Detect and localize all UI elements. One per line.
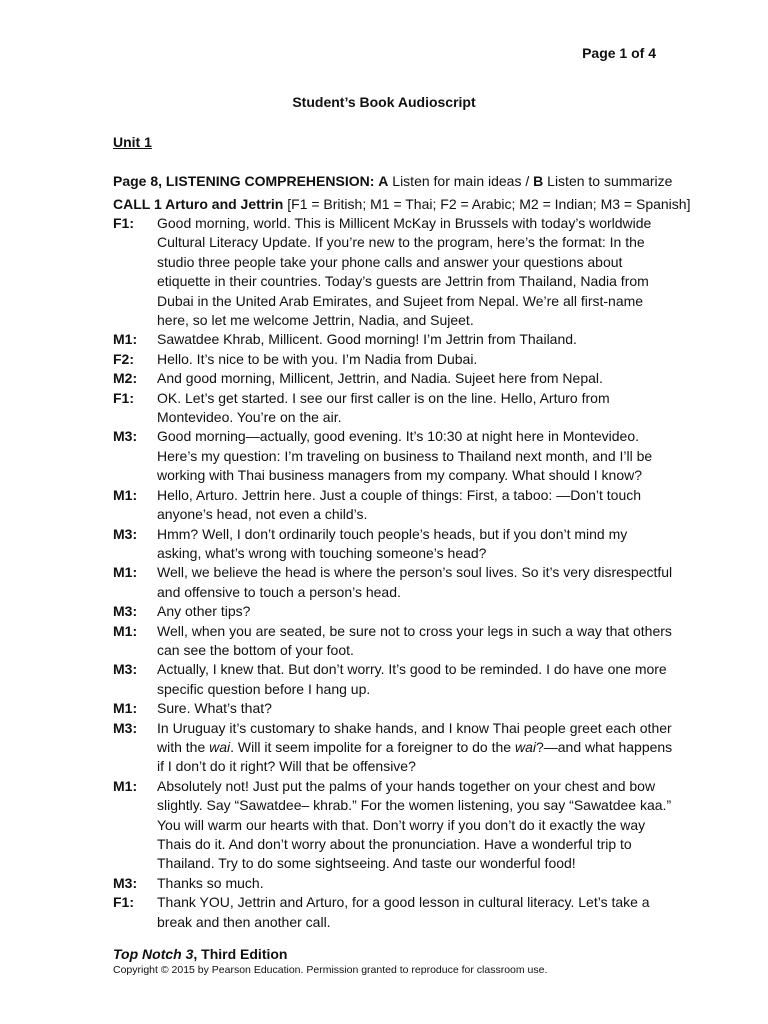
- line-text: Thanks so much.: [157, 874, 264, 891]
- speaker-label: M1:: [113, 564, 138, 581]
- speaker-line: [157, 330, 673, 349]
- speaker-label: M2:: [113, 370, 138, 387]
- line-text: Sawatdee Khrab, Millicent. Good morning! I’m Jettrin from Thailand.: [157, 331, 577, 348]
- speaker-label: M1:: [113, 622, 138, 639]
- dialogue: [113, 214, 673, 932]
- speaker-label: M3:: [113, 661, 138, 678]
- speaker-line: [157, 719, 673, 777]
- dialogue-turn: [113, 525, 673, 564]
- page-number: Page 1 of 4: [582, 45, 656, 61]
- section-b-text: Listen to summarize: [547, 173, 673, 189]
- line-text: ?—and what happens if I don’t do it right? Will that be offensive?: [157, 738, 673, 775]
- speaker-line: [157, 777, 673, 874]
- speaker-label: M3:: [113, 874, 138, 891]
- speaker-label: F1:: [113, 389, 134, 406]
- speaker-label: M3:: [113, 603, 138, 620]
- document-title: Student’s Book Audioscript: [292, 94, 476, 110]
- call-heading: [113, 196, 690, 212]
- dialogue-turn: [113, 350, 673, 369]
- line-text: Any other tips?: [157, 603, 251, 620]
- speaker-label: M3:: [113, 428, 138, 445]
- line-text: Sure. What’s that?: [157, 700, 272, 717]
- speaker-line: [157, 486, 673, 525]
- speaker-label: F2:: [113, 350, 134, 367]
- speaker-line: [157, 350, 673, 369]
- line-text: Actually, I knew that. But don’t worry. It’s good to be reminded. I do have one more specific question before I hang up.: [157, 661, 667, 697]
- section-a-letter: A: [378, 173, 389, 189]
- speaker-line: [157, 427, 673, 485]
- italic-term: wai: [514, 738, 536, 755]
- speaker-line: [157, 525, 673, 564]
- dialogue-turn: [113, 622, 673, 661]
- call-title: CALL 1 Arturo and Jettrin: [113, 196, 284, 212]
- line-text: Hmm? Well, I don’t ordinarily touch people’s heads, but if you don’t mind my asking, what’s wrong with touching someone’s head?: [157, 525, 628, 561]
- dialogue-turn: [113, 330, 673, 349]
- dialogue-turn: [113, 874, 673, 893]
- book-edition: , Third Edition: [193, 946, 288, 962]
- line-text: Well, we believe the head is where the person’s soul lives. So it’s very disrespectful and offensive to touch a person’s head.: [157, 564, 673, 600]
- dialogue-turn: [113, 719, 673, 777]
- speaker-label: F1:: [113, 215, 134, 231]
- line-text: OK. Let’s get started. I see our first caller is on the line. Hello, Arturo from Montevideo. You’re on the air.: [157, 389, 610, 426]
- line-text: Thank YOU, Jettrin and Arturo, for a good lesson in cultural literacy. Let’s take a break and then another call.: [157, 894, 650, 930]
- line-text: Good morning—actually, good evening. It’s 10:30 at night here in Montevideo. Here’s my question: I’m traveling on business to Thailand next month, and I’ll be working with Thai business managers from my company. What should I know?: [157, 428, 653, 484]
- dialogue-turn: [113, 777, 673, 874]
- dialogue-turn: [113, 369, 673, 388]
- speaker-label: M3:: [113, 525, 138, 542]
- dialogue-turn: [113, 893, 673, 932]
- speaker-label: M1:: [113, 700, 138, 717]
- dialogue-turn: [113, 486, 673, 525]
- speaker-line: [157, 389, 673, 428]
- line-text: Hello, Arturo. Jettrin here. Just a couple of things: First, a taboo: —Don’t touch anyone’s head, not even a child’s.: [157, 486, 642, 523]
- speaker-line: [157, 602, 673, 621]
- dialogue-turn: [113, 563, 673, 602]
- dialogue-turn: [113, 699, 673, 718]
- line-text: Hello. It’s nice to be with you. I’m Nadia from Dubai.: [157, 350, 478, 367]
- line-text: In Uruguay it’s customary to shake hands, and I know Thai people greet each other with the: [157, 719, 672, 755]
- speaker-line: [157, 563, 673, 602]
- speaker-line: [157, 214, 673, 330]
- section-a-text: Listen for main ideas /: [392, 173, 530, 189]
- speaker-label: M3:: [113, 719, 138, 736]
- speaker-label: M1:: [113, 777, 138, 794]
- speaker-line: [157, 369, 673, 388]
- dialogue-turn: [113, 389, 673, 428]
- speaker-label: M1:: [113, 331, 138, 348]
- line-text: Absolutely not! Just put the palms of your hands together on your chest and bow slightly. Say “Sawatdee– khrab.” For the women listening, you say “Sawatdee kaa.” You will warm our hearts with that. Don’t worry if you don’t do it exactly the way Thais do it. And don’t worry about the pronunciation. Have a wonderful trip to Thailand. Try to do some sightseeing. And taste our wonderful food!: [157, 777, 672, 872]
- line-text: Good morning, world. This is Millicent McKay in Brussels with today’s worldwide Cultural Literacy Update. If you’re new to the program, here’s the format: In the studio three people take your phone calls and answer your questions about etiquette in their countries. Today’s guests are Jettrin from Thailand, Nadia from Dubai in the United Arab Emirates, and Sujeet from Nepal. We’re all first-name here, so let me welcome Jettrin, Nadia, and Sujeet.: [157, 215, 652, 329]
- section-heading: [113, 173, 672, 189]
- line-text: Well, when you are seated, be sure not to cross your legs in such a way that others can see the bottom of your foot.: [157, 622, 672, 658]
- section-b-letter: B: [533, 173, 544, 189]
- dialogue-turn: [113, 660, 673, 699]
- speaker-label: F1:: [113, 894, 134, 911]
- section-page-ref: Page 8, LISTENING COMPREHENSION:: [113, 173, 375, 189]
- call-speakers-key: [F1 = British; M1 = Thai; F2 = Arabic; M2 = Indian; M3 = Spanish]: [287, 196, 691, 212]
- line-text: . Will it seem impolite for a foreigner to do the: [230, 738, 515, 755]
- speaker-line: [157, 893, 673, 932]
- speaker-line: [157, 874, 673, 893]
- copyright-notice: Copyright © 2015 by Pearson Education. Permission granted to reproduce for classroom use.: [113, 964, 548, 976]
- speaker-line: [157, 660, 673, 699]
- speaker-label: M1:: [113, 486, 138, 503]
- dialogue-turn: [113, 214, 673, 330]
- speaker-line: [157, 699, 673, 718]
- footer-book-title: [113, 946, 287, 962]
- italic-term: wai: [209, 738, 231, 755]
- dialogue-turn: [113, 602, 673, 621]
- speaker-line: [157, 622, 673, 661]
- dialogue-turn: [113, 427, 673, 485]
- unit-heading: Unit 1: [113, 134, 152, 150]
- book-title: Top Notch 3: [113, 946, 194, 962]
- line-text: And good morning, Millicent, Jettrin, and Nadia. Sujeet here from Nepal.: [157, 370, 603, 387]
